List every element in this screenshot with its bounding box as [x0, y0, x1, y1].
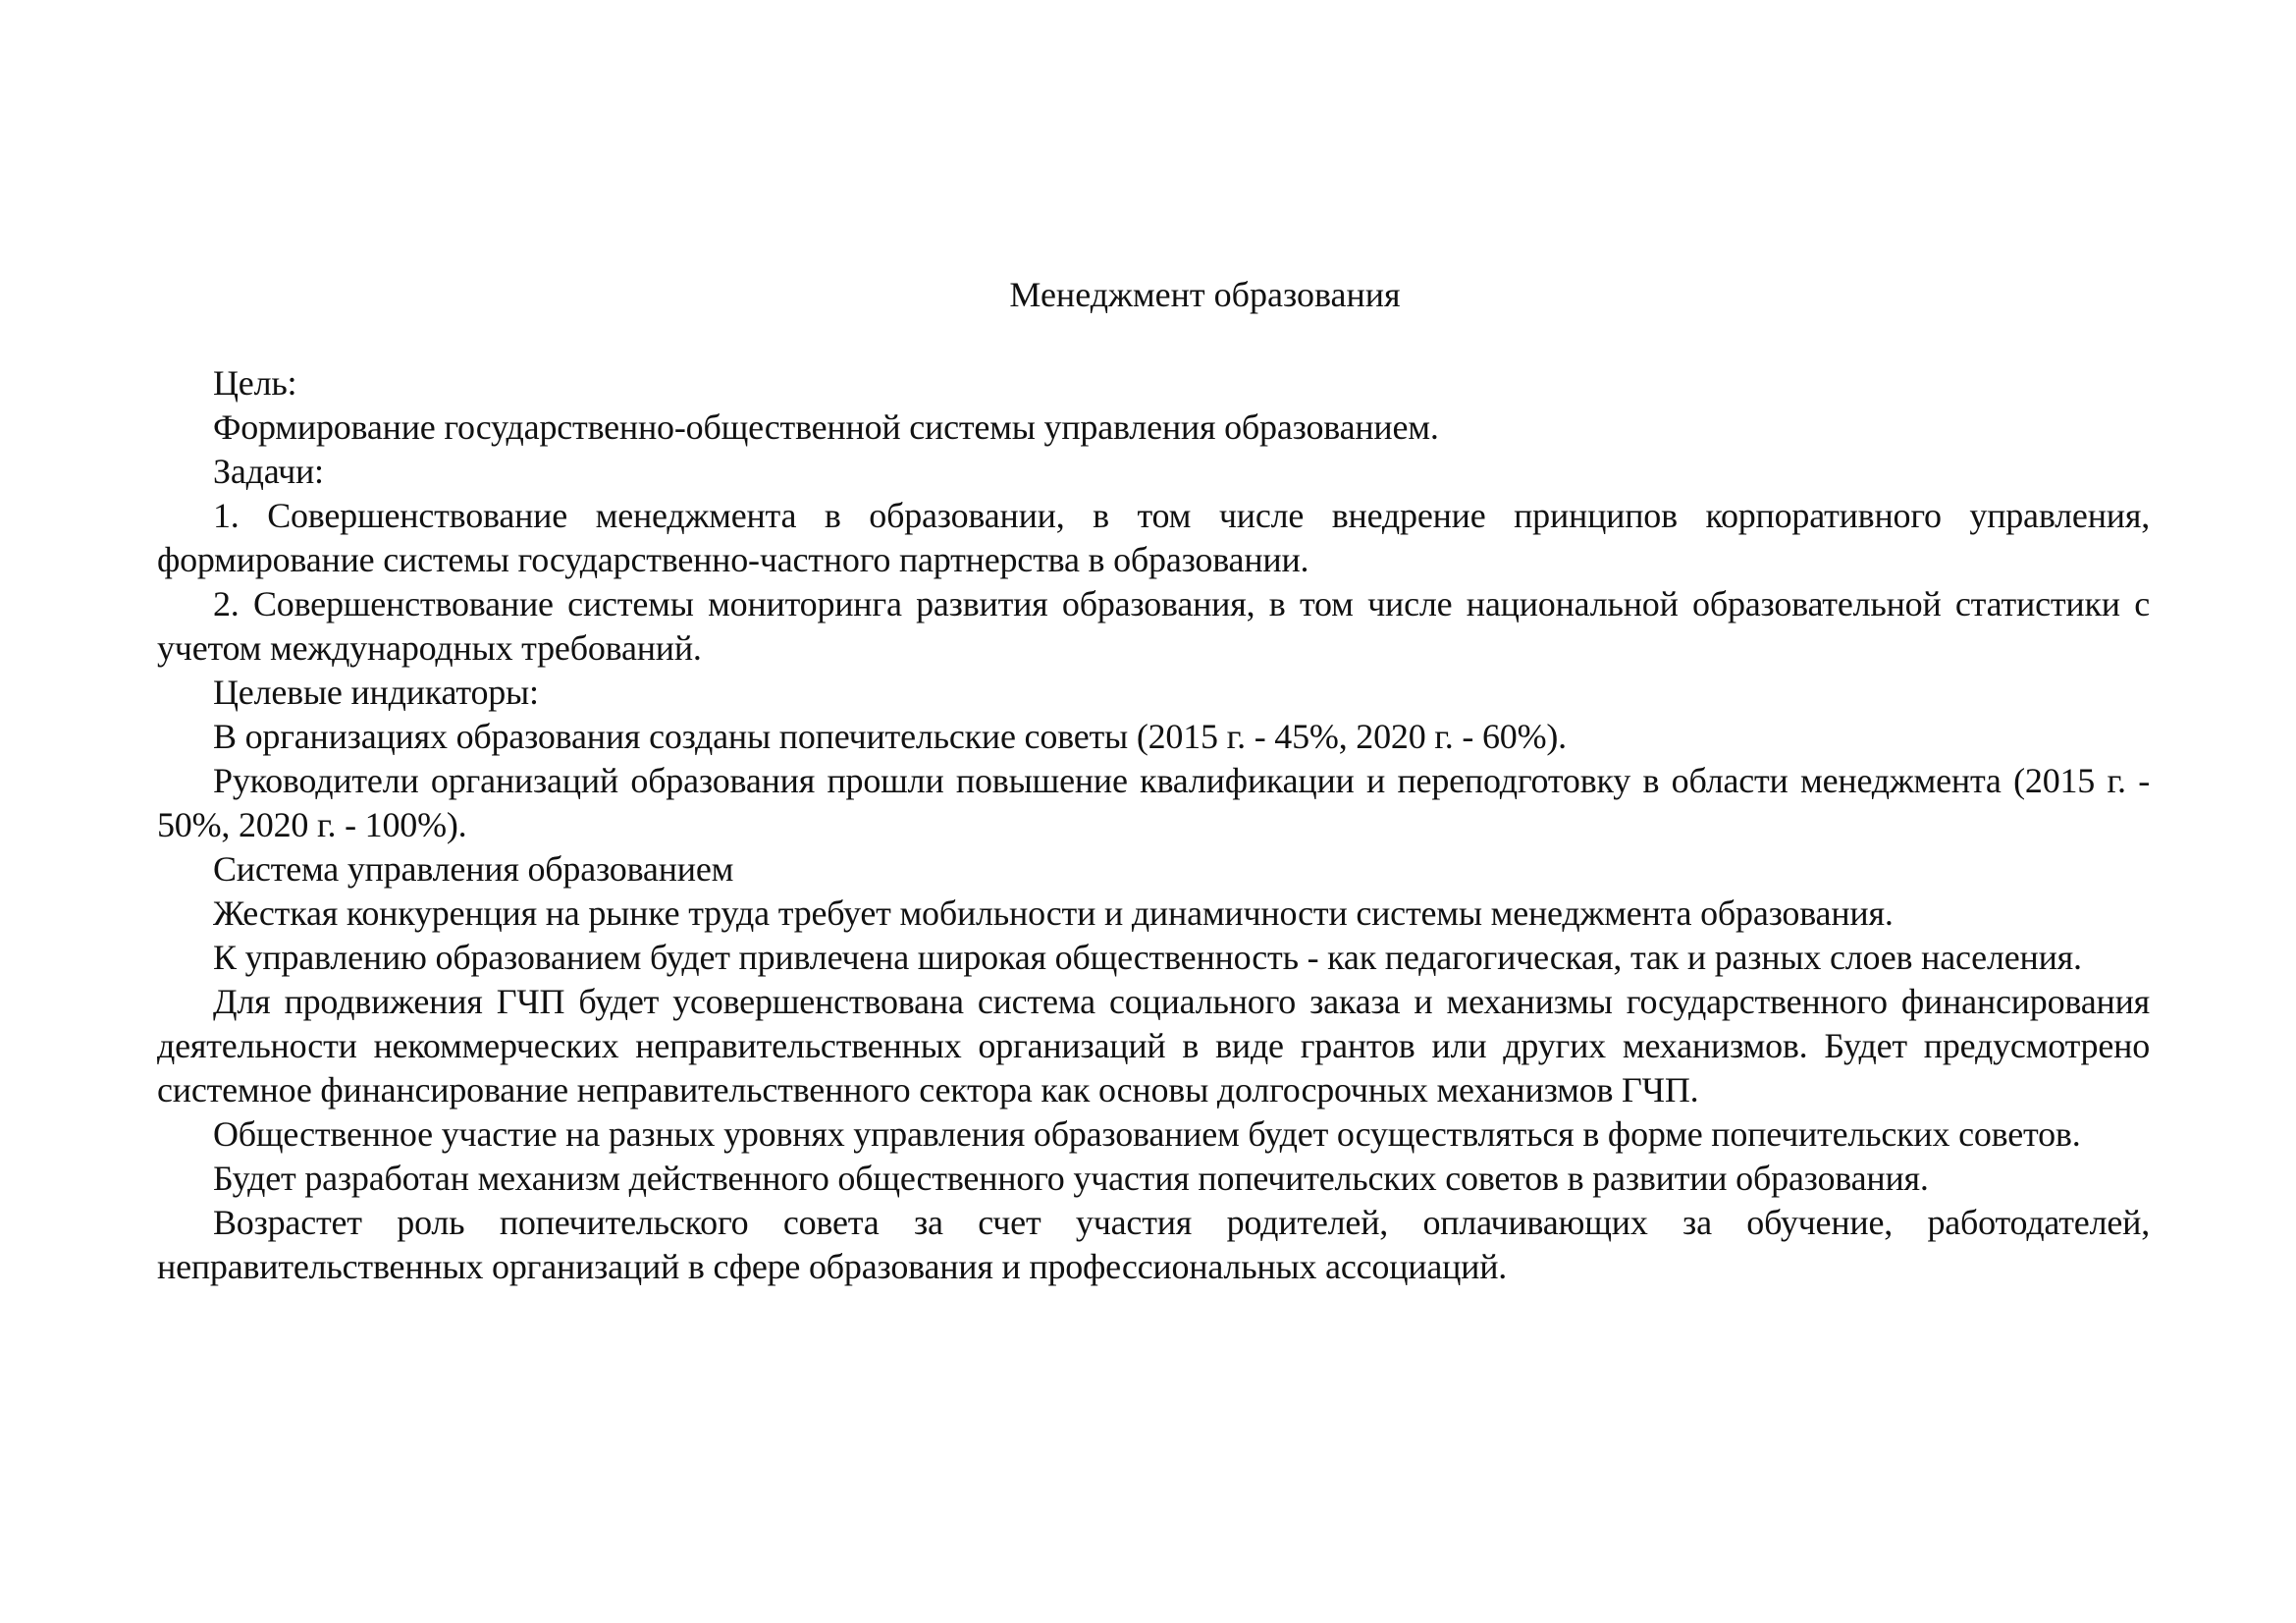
goal-heading: Цель: — [213, 363, 297, 403]
section-heading-management-system: Система управления образованием — [213, 849, 734, 889]
body-paragraph: К управлению образованием будет привлечена широкая общественность - как педагогическая, так и разных слоев населения. — [213, 938, 2082, 977]
goal-text: Формирование государственно-общественной системы управления образованием. — [213, 407, 1439, 447]
task-item-2: 2. Совершенствование системы мониторинга развития образования, в том числе национальной образовательной статистики с учетом международных требований. — [157, 584, 2150, 668]
indicator-item-1: В организациях образования созданы попечительские советы (2015 г. - 45%, 2020 г. - 60%). — [213, 717, 1567, 756]
indicator-item-2: Руководители организаций образования прошли повышение квалификации и переподготовку в области менеджмента (2015 г. - 50%, 2020 г. - 100%). — [157, 761, 2150, 844]
document-page — [157, 273, 2150, 1289]
body-paragraph: Возрастет роль попечительского совета за счет участия родителей, оплачивающих за обучение, работодателей, неправительственных организаций в сфере образования и профессиональных ассоциаций. — [157, 1203, 2150, 1286]
body-paragraph: Будет разработан механизм действенного общественного участия попечительских советов в развитии образования. — [213, 1159, 1929, 1198]
task-item-1: 1. Совершенствование менеджмента в образовании, в том числе внедрение принципов корпоративного управления, формирование системы государственно-частного партнерства в образовании. — [157, 496, 2150, 579]
document-title: Менеджмент образования — [1009, 275, 1401, 314]
body-paragraph: Жесткая конкуренция на рынке труда требует мобильности и динамичности системы менеджмента образования. — [213, 893, 1894, 933]
indicators-heading: Целевые индикаторы: — [213, 673, 539, 712]
tasks-heading: Задачи: — [213, 452, 324, 491]
body-paragraph: Общественное участие на разных уровнях управления образованием будет осуществляться в форме попечительских советов. — [213, 1114, 2081, 1154]
body-paragraph: Для продвижения ГЧП будет усовершенствована система социального заказа и механизмы государственного финансирования деятельности некоммерческих неправительственных организаций в виде грантов или других механизмов. Будет предусмотрено системное финансирование неправительственного сектора как основы долгосрочных механизмов ГЧП. — [157, 982, 2150, 1109]
